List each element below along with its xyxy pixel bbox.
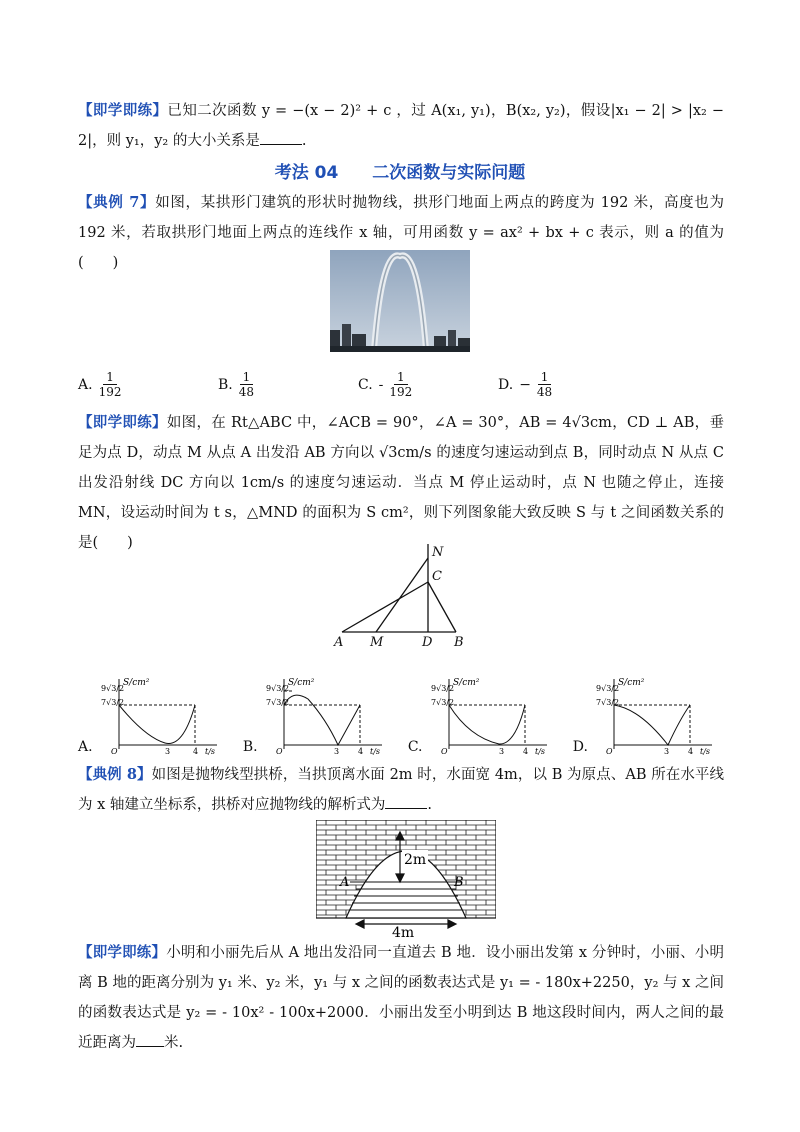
practice-distance [78,938,724,1058]
x-axis-label: t/s [204,747,215,755]
fraction [537,370,552,399]
fraction [389,370,412,399]
practice-tag: 【即学即练】 [78,102,168,119]
example-tag: 【典例 7】 [78,194,156,211]
y-tick-top: 9√3/2 [265,684,289,693]
example-text-end: . [427,797,433,813]
practice-quadratic-compare [78,96,724,156]
point-b-label: B [454,635,464,650]
graph-option-b[interactable] [243,675,394,755]
y-axis-label: S/cm² [122,678,149,688]
option-d[interactable] [498,370,638,399]
sketch-graph-d [594,675,724,755]
y-axis-label: S/cm² [617,678,645,688]
x-tick-3: 3 [164,747,170,755]
option-label: B. [218,376,233,393]
x-axis-label: t/s [369,747,380,755]
answer-blank[interactable] [385,792,427,809]
example-text: 如图，某拱形门建筑的形状时抛物线，拱形门地面上两点的跨度为 192 米，高度也为 192 米，若取拱形门地面上两点的连线作 x 轴，可用函数 y = ax² + bx + c 表示，则 a 的值为( ) [78,195,724,271]
point-d-label: D [422,635,433,650]
option-label: B. [242,739,258,755]
graph-option-d[interactable] [573,675,724,755]
point-a-label: A [334,635,344,650]
sketch-graph-a [99,675,229,755]
y-tick-top: 9√3/2 [430,684,454,693]
x-axis-label: t/s [699,747,710,755]
x-tick-4: 4 [522,747,528,755]
numerator: 1 [103,370,117,385]
x-tick-3: 3 [333,747,339,755]
example-text: 如图是抛物线型拱桥，当拱顶离水面 2m 时，水面宽 4m，以 B 为原点、AB 所在水平线为 x 轴建立坐标系，拱桥对应抛物线的解析式为 [78,767,725,813]
practice-text-end: 米. [164,1035,184,1051]
practice-text: 已知二次函数 y = −(x − 2)² + c ，过 A(x₁, y₁)，B(x₂, y₂)，假设|x₁ − 2| > |x₂ − 2|，则 y₁，y₂ 的大小关系是 [78,103,724,149]
numerator: 1 [538,370,552,385]
denominator: 48 [536,385,553,399]
y-tick-top: 9√3/2 [100,684,124,693]
practice-text: 小明和小丽先后从 A 地出发沿同一直道去 B 地．设小丽出发第 x 分钟时，小丽、小明离 B 地的距离分别为 y₁ 米、y₂ 米，y₁ 与 x 之间的函数表达式是 y₁ = - 180x+2250，y₂ 与 x 之间的函数表达式是 y₂ = - 10x² - 100x+2000．小丽出发至小明到达 B 地这段时间内，两人之间的最近距离为 [78,945,725,1051]
width-label: 4m [392,925,415,938]
arch-bridge-figure [316,820,496,938]
example-7-options [78,370,724,399]
y-tick-mid: 7√3/2 [265,698,289,707]
practice-triangle-motion [78,408,724,558]
denominator: 48 [238,385,255,399]
origin-label: O [440,747,448,755]
triangle-figure [330,540,470,650]
option-sign: - [378,376,384,393]
origin-label: O [110,747,118,755]
numerator: 1 [394,370,408,385]
graph-option-c[interactable] [408,675,559,755]
sketch-graph-c [429,675,559,755]
origin-label: O [605,747,613,755]
point-a-label: A [340,875,350,890]
option-label: A. [78,376,93,393]
height-label: 2m [404,852,427,868]
example-8 [78,760,724,820]
option-label: C. [358,376,373,393]
gateway-arch-photo [330,250,470,352]
x-axis-label: t/s [534,747,545,755]
numerator: 1 [240,370,254,385]
x-tick-4: 4 [687,747,694,755]
x-tick-4: 4 [192,747,198,755]
option-label: C. [407,739,423,755]
practice-tag: 【即学即练】 [78,414,167,431]
practice-tag: 【即学即练】 [78,944,167,961]
answer-blank[interactable] [136,1030,164,1047]
point-n-label: N [432,545,444,560]
x-tick-3: 3 [498,747,504,755]
y-axis-label: S/cm² [452,678,479,688]
y-tick-top: 9√3/2 [595,684,620,693]
point-b-label: B [454,875,464,890]
origin-label: O [275,747,283,755]
graph-options [78,675,724,755]
option-label: D. [572,739,588,755]
sketch-graph-b [264,675,394,755]
section-title: 考法 04 二次函数与实际问题 [274,163,526,183]
y-tick-mid: 7√3/2 [430,698,454,707]
denominator: 192 [389,385,413,399]
option-sign: − [519,376,531,393]
option-c[interactable] [358,370,498,399]
y-axis-label: S/cm² [287,678,314,688]
y-tick-mid: 7√3/2 [595,698,620,707]
option-label: A. [78,739,93,755]
denominator: 192 [98,385,122,399]
option-label: D. [498,376,514,393]
graph-option-a[interactable] [78,675,229,755]
option-a[interactable] [78,370,218,399]
y-tick-mid: 7√3/2 [100,698,124,707]
x-tick-4: 4 [357,747,363,755]
example-tag: 【典例 8】 [78,766,152,783]
point-m-label: M [370,635,384,650]
fraction [239,370,254,399]
option-b[interactable] [218,370,358,399]
practice-text-end: . [301,133,307,149]
answer-blank[interactable] [260,128,302,145]
practice-text: 如图，在 Rt△ABC 中，∠ACB = 90°，∠A = 30°，AB = 4√3cm，CD ⊥ AB，垂足为点 D，动点 M 从点 A 出发沿 AB 方向以 √3cm/s 的速度匀速运动到点 B，同时动点 N 从点 C 出发沿射线 DC 方向以 1cm/s 的速度匀速运动．当点 M 停止运动时，点 N 也随之停止，连接 MN，设运动时间为 t s，△MND 的面积为 S cm²，则下列图象能大致反映 S 与 t 之间函数关系的是( ) [78,415,724,551]
fraction [99,370,122,399]
point-c-label: C [432,569,442,584]
x-tick-3: 3 [663,747,670,755]
